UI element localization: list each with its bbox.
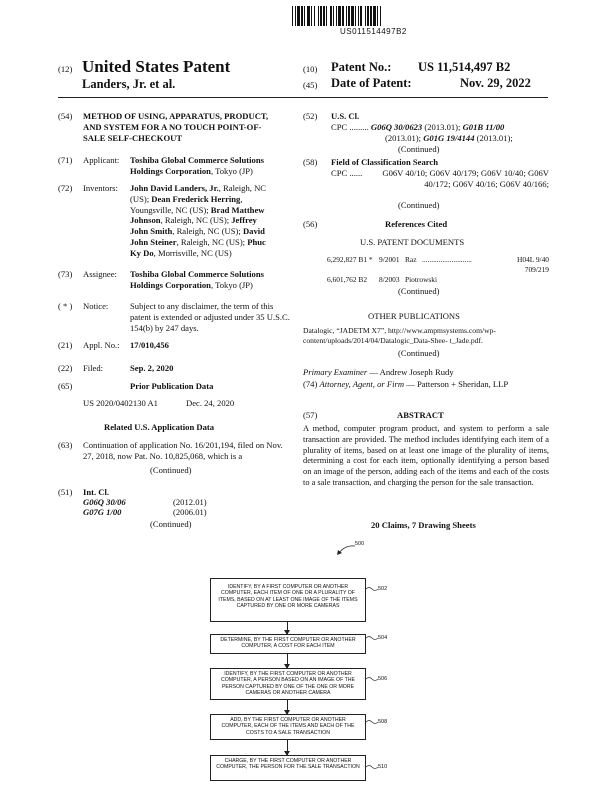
flow-ref-504: 504 [378,635,388,641]
f51-code: (51) [58,487,73,497]
applicant-name: Toshiba Global Commerce Solutions Holdings Corporation [130,155,264,176]
inventors-list [130,183,300,259]
flow-step-506: IDENTIFY, BY THE FIRST COMPUTER OR ANOTHER COMPUTER, A PERSON BASED ON AN IMAGE OF THE PERSON CAPTURED BY ONE OF THE ONE OR MORE CAMERAS OR ANOTHER CAMERA [210,668,366,700]
patent-title-header: United States Patent [82,57,231,76]
inventors-label: Inventors: [83,183,118,193]
us-patent-documents: U.S. PATENT DOCUMENTS [360,237,465,247]
other-pubs-heading: OTHER PUBLICATIONS [368,311,460,321]
flow-ref-510: 510 [378,764,388,770]
f65-code: (65) [58,381,73,391]
int-cl-row-2-version: (2006.01) [173,507,207,517]
abstract-text: A method, computer program product, and system to perform a sale transaction are provided. The method includes identifying each item of a plurality of items, based on at least one image of the plurality of items, determining a cost for each item, optionally identifying a person based on an image of the person, adding each of the items and each of the costs to a sale transaction, and charging the person for the sale transaction. [303,424,549,487]
filed-date: Sep. 2, 2020 [130,363,174,373]
date-code: (45) [303,80,318,90]
appl-no-label: Appl. No.: [83,340,120,350]
f72-code: (72) [58,183,73,193]
references-heading: References Cited [385,219,448,229]
other-pubs-continued: (Continued) [398,348,440,358]
notice-text: Subject to any disclaimer, the term of this patent is extended or adjusted under 35 U.S.C. 154(b) by 247 days. [130,301,290,333]
flow-step-508: ADD, BY THE FIRST COMPUTER OR ANOTHER COMPUTER, EACH OF THE ITEMS AND EACH OF THE COSTS TO A SALE TRANSACTION [210,714,366,740]
ref-leader [366,676,378,682]
barcode-number: US011514497B2 [340,27,407,36]
us-cl-heading: U.S. Cl. [331,111,360,121]
date-label: Date of Patent: [331,76,412,90]
primary-examiner: Primary Examiner — Andrew Joseph Rudy [303,367,454,377]
f71-code: (71) [58,155,73,165]
inventor-line: John Steiner, Raleigh, NC (US); Phuc [130,236,266,247]
inventor-line: John Smith, Raleigh, NC (US); David [130,226,265,237]
filed-label: Filed: [83,363,104,373]
attorney: (74) Attorney, Agent, or Firm — Patterson + Sheridan, LLP [303,379,509,389]
reference-row: 6,601,762 B2 8/2003 Piotrowski [327,275,438,284]
int-cl-row-1-class: G06Q 30/06 [83,497,126,507]
continuation-text: Continuation of application No. 16/201,194, filed on Nov. 27, 2018, now Pat. No. 10,825,068, which is a [83,440,283,461]
appl-no: 17/010,456 [130,340,169,350]
f21-code: (21) [58,340,73,350]
f22-code: (22) [58,363,73,373]
inventor-line: Ky Do, Morrisville, NC (US) [130,247,232,258]
field-search-heading: Field of Classification Search [331,157,439,167]
f73-code: (73) [58,269,73,279]
int-cl-continued: (Continued) [150,519,192,529]
invention-title: METHOD OF USING, APPARATUS, PRODUCT, AND SYSTEM FOR A NO TOUCH POINT-OF-SALE SELF-CHECKOUT [83,111,269,143]
applicant-loc: , Tokyo (JP) [210,165,253,176]
f54-code: (54) [58,111,73,121]
ref-leader [366,635,378,641]
patent-no-label: Patent No.: [331,60,392,74]
flow-ref-502: 502 [378,586,388,592]
flow-arrow [287,654,288,668]
notice-label: Notice: [83,301,109,311]
flow-step-510: CHARGE, BY THE FIRST COMPUTER OR ANOTHER COMPUTER, THE PERSON FOR THE SALE TRANSACTION [210,755,366,781]
abstract-heading: ABSTRACT [397,410,444,420]
assignee [130,269,295,291]
field-search-continued: (Continued) [398,200,440,210]
related-heading: Related U.S. Application Data [104,422,215,432]
applicant-label: Applicant: [83,155,120,165]
us-cl-cpc: CPC ......... G06Q 30/0623 (2013.01); G01B 11/00 (2013.01); G01G 19/4144 (2013.01); [331,122,513,143]
assignee-label: Assignee: [83,269,117,279]
other-pubs-text: Datalogic, “JADETM X7”, http://www.ampmsystems.com/wp-content/uploads/2014/04/Datalogic_Data-Shee- t_Jade.pdf. [303,326,496,345]
flow-ref-508: 508 [378,719,388,725]
barcode [292,6,452,26]
field-search-text: G06V 40/10; G06V 40/179; G06V 10/40; G06V 40/172; G06V 40/16; G06V 40/166; [382,168,549,189]
int-cl-row-1-version: (2012.01) [173,497,207,507]
flow-arrow [287,740,288,755]
field-search-cpc-label: CPC ...... [331,168,363,178]
ref-leader [366,764,378,770]
header-rule [58,97,548,98]
references-continued: (Continued) [398,286,440,296]
barcode-graphic [292,6,452,26]
notice-code: ( * ) [58,301,73,311]
us-cl-continued: (Continued) [398,144,440,154]
inventor-line: (US); Dean Frederick Herring, [130,193,243,204]
flow-ref-506: 506 [378,676,388,682]
inventor-line: Youngsville, NC (US); Brad Matthew [130,204,265,215]
applicant [130,155,295,177]
inventor-line: John David Landers, Jr., Raleigh, NC [130,183,267,193]
kind-code: (12) [58,64,73,74]
f58-code: (58) [303,157,318,167]
figure-pointer-500 [335,544,357,556]
figure-ref-500: 500 [355,541,365,547]
flow-step-502: IDENTIFY, BY A FIRST COMPUTER OR ANOTHER COMPUTER, EACH ITEM OF ONE OR A PLURALITY OF ITEMS, BASED ON AT LEAST ONE IMAGE OF THE ITEMS CAPTURED BY ONE OR MORE CAMERAS [210,578,366,622]
prior-pub-no: US 2020/0402130 A1 [83,398,158,408]
prior-pub-heading: Prior Publication Data [130,381,214,391]
ref-leader [366,586,378,592]
patent-no: US 11,514,497 B2 [418,60,511,74]
f52-code: (52) [303,111,318,121]
assignee-loc: , Tokyo (JP) [210,279,253,290]
f56-code: (56) [303,219,318,229]
reference-row: 6,292,827 B1 * 9/2001 Raz ........................... H04L 9/40 709/219 [327,255,549,274]
patent-date: Nov. 29, 2022 [460,76,531,90]
inventors-short: Landers, Jr. et al. [82,77,176,91]
flow-arrow [287,622,288,634]
patent-no-code: (10) [303,64,318,74]
int-cl-row-2-class: G07G 1/00 [83,507,122,517]
claims-summary: 20 Claims, 7 Drawing Sheets [371,520,476,530]
ref-leader [366,719,378,725]
flow-step-504: DETERMINE, BY THE FIRST COMPUTER OR ANOTHER COMPUTER, A COST FOR EACH ITEM [210,634,366,654]
inventor-line: Johnson, Raleigh, NC (US); Jeffrey [130,215,257,226]
continuation-continued: (Continued) [150,465,192,475]
abstract-code: (57) [303,410,318,420]
flow-arrow [287,700,288,714]
int-cl-heading: Int. Cl. [83,487,110,497]
prior-pub-date: Dec. 24, 2020 [186,398,235,408]
f63-code: (63) [58,440,73,450]
assignee-name: Toshiba Global Commerce Solutions Holdings Corporation [130,269,264,290]
